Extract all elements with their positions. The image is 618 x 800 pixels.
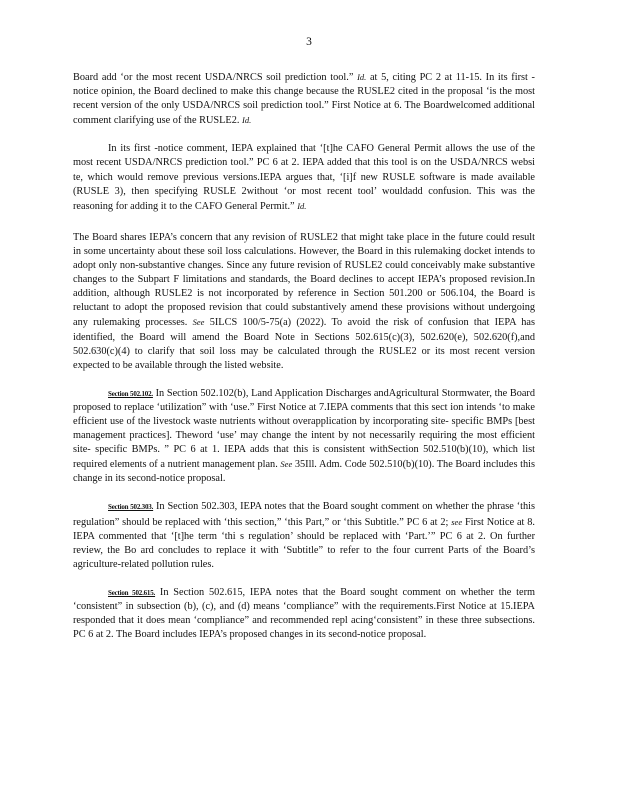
- section-heading: Section 502.303.: [108, 503, 154, 512]
- paragraph-text: The Board shares IEPA’s concern that any revision of RUSLE2 that might take place in the future could result in some uncertainty about these soil loss calculations. However, the Board in this rulemaking docket intends to adopt only non-substantive changes. Since any future revision of RUSLE2 could conceivably make substantive changes to the Subpart F limitations and standards, the Board declines to accept IEPA’s proposed revision.In addition, although RUSLE2 is not incorporated by reference in Section 501.200 or 506.104, the Board is reluctant to adopt the proposed revision that could substantively amend these provisions without undergoing any rulemaking processes.: [73, 231, 535, 329]
- paragraph-section-502-102: [73, 387, 535, 487]
- section-heading: Section 502.102.: [108, 389, 153, 398]
- paragraph-text: 5ILCS 100/5-75(a) (2022). To avoid the risk of confusion that IEPA has identified, the Board will amend the Board Note in Sections 502.615(c)(3), 502.620(e), 502.620(f),and 502.630(c)(4) to clarify that soil loss may be calculated through the RUSLE2 or its most recent version expected to be available through the listed website.: [73, 317, 535, 371]
- paragraph-text: Board add ‘or the most recent USDA/NRCS soil prediction tool.”: [73, 72, 354, 83]
- document-body: [73, 70, 535, 656]
- paragraph-text: In Section 502.615, IEPA notes that the Board sought comment on whether the term ‘consistent” in subsection (b), (c), and (d) means ‘compliance” with the requirements.First Notice at 15.IEPA responded that it does mean ‘compliance” and recommended repl acing‘consistent” in these three subsections. PC 6 at 2. The Board includes IEPA’s proposed changes in its second-notice proposal.: [73, 586, 536, 641]
- paragraph-text: In Section 502.303, IEPA notes that the Board sought comment on whether the phrase ‘this regulation” should be replaced with ‘this section,” ‘this Part,” or ‘this Subtitle.” PC 6 at 2;: [73, 501, 535, 528]
- paragraph-text: First Notice at 8. IEPA commented that ‘[t]he term ‘thi s regulation’ should be replaced with ‘Part.’” PC 6 at 2. On further review, the Bo ard concludes to replace it with ‘Subtitle” to refer to the four current Parts of the Board’s agriculture-related pollution rules.: [73, 516, 535, 570]
- page-number: 3: [306, 36, 312, 48]
- paragraph-text: In its first -notice comment, IEPA explained that ‘[t]he CAFO General Permit allows the use of the most recent USDA/NRCS prediction tool.” PC 6 at 2. IEPA added that this tool is on the USDA/NRCS websi te, which would remove previous versions.IEPA argues that, ‘[i]f new RUSLE software is made available (RUSLE 3), then specifying RUSLE 2without ‘or most recent tool’ wouldadd confusion. This was the reasoning for adding it to the CAFO General Permit.”: [73, 143, 535, 212]
- citation-see: See: [280, 459, 293, 470]
- paragraph-text: 35Ill. Adm. Code 502.510(b)(10). The Board includes this change in its second-notice proposal.: [73, 459, 536, 485]
- citation-id: Id.: [242, 115, 252, 126]
- paragraph-rusle2-first-notice: [73, 70, 535, 128]
- paragraph-iepa-comment: [73, 142, 535, 213]
- citation-see: See: [192, 317, 205, 328]
- section-heading: Section 502.615.: [108, 588, 156, 597]
- paragraph-section-502-615: [73, 586, 535, 642]
- paragraph-section-502-303: [73, 500, 535, 571]
- citation-id: Id.: [297, 200, 307, 211]
- citation-see: see: [451, 516, 463, 527]
- paragraph-board-shares-concern: [73, 231, 535, 373]
- paragraph-text: at 5, citing PC 2 at 11-15. In its first -notice opinion, the Board declined to make this change because the RUSLE2 cited in the proposal ‘is the most recent version of the only USDA/NRCS soil prediction tool.” First Notice at 6. The Boardwelcomed additional comment clarifying use of the RUSLE2.: [73, 72, 535, 127]
- paragraph-text: In Section 502.102(b), Land Application Discharges andAgricultural Stormwater, the Board proposed to replace ‘utilization” with ‘use.” First Notice at 7.IEPA comments that this sect ion intends ‘to make efficient use of the livestock waste nutrients without overapplication by incorporating site- specific BMPs [best management practices]. Theword ‘use’ may change the intent by not necessarily requiring the most efficient site- specific BMPs. ” PC 6 at 1. IEPA adds that this is consistent withSection 502.510(b)(10), which list required elements of a nutrient management plan.: [73, 387, 536, 471]
- citation-id: Id.: [357, 72, 367, 82]
